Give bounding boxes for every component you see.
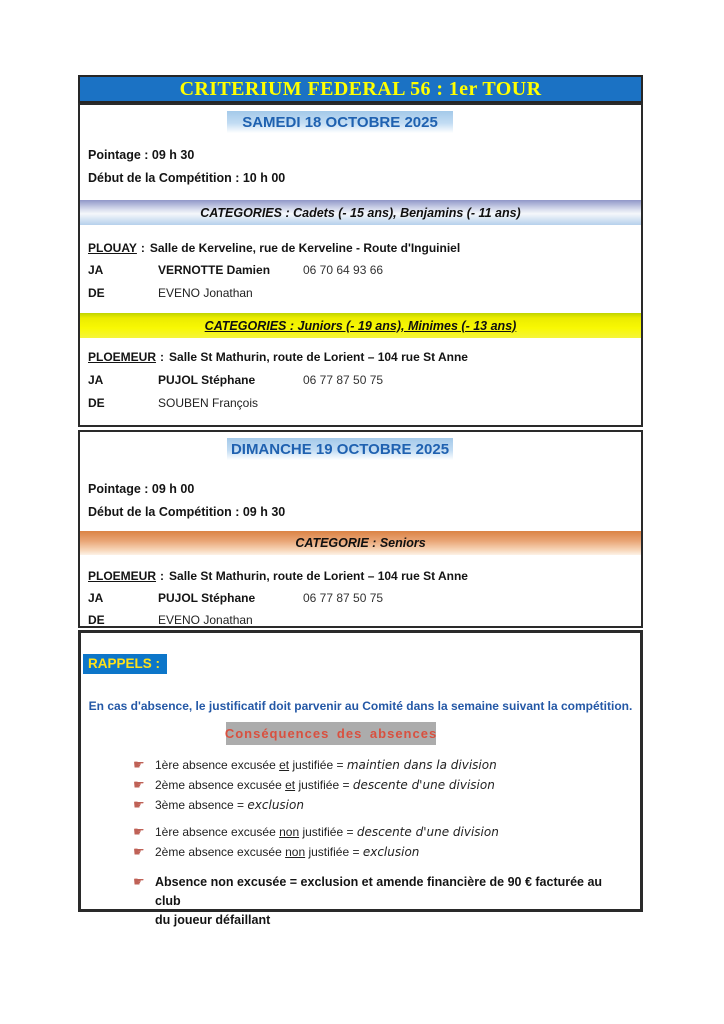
day-header-label: SAMEDI 18 OCTOBRE 2025 <box>242 113 438 131</box>
bullet-item <box>133 795 630 815</box>
consequences-title-box <box>226 722 436 745</box>
bullet-item <box>133 842 630 862</box>
start-line: Début de la Compétition : 10 h 00 <box>88 171 286 185</box>
official-row-de <box>88 613 635 627</box>
category-band-cadets-benjamins <box>80 200 641 225</box>
bullet-text: 1ère absence excusée et justifiée = maintien dans la division <box>155 758 497 772</box>
venue-address: Salle St Mathurin, route de Lorient – 104 rue St Anne <box>169 569 468 583</box>
official-role: JA <box>88 263 104 277</box>
venue-line <box>88 350 635 364</box>
bullet-group-not-excused <box>133 872 630 930</box>
official-row-de <box>88 286 635 300</box>
venue-separator: : <box>140 241 145 255</box>
bullet-list <box>133 755 630 937</box>
official-row-ja <box>88 263 635 277</box>
category-label: CATEGORIES : Juniors (- 19 ans), Minimes (- 13 ans) <box>204 318 517 333</box>
category-label: CATEGORIES : Cadets (- 15 ans), Benjamins (- 11 ans) <box>200 205 521 220</box>
section-rappels <box>78 630 643 927</box>
bullet-item <box>133 755 630 775</box>
bullet-item <box>133 775 630 795</box>
official-phone: 06 77 87 50 75 <box>303 591 384 605</box>
official-role: JA <box>88 373 104 387</box>
official-name: EVENO Jonathan <box>158 613 253 627</box>
venue-separator: : <box>160 569 165 583</box>
bullet-text: 1ère absence excusée non justifiée = descente d'une division <box>155 825 499 839</box>
bullet-text: 2ème absence excusée non justifiée = exclusion <box>155 845 420 859</box>
venue-line <box>88 569 635 583</box>
pointing-hand-icon: ☛ <box>133 797 145 812</box>
rappels-label: RAPPELS : <box>83 654 167 674</box>
bullet-item <box>133 872 630 930</box>
official-name: EVENO Jonathan <box>158 286 253 300</box>
venue-address: Salle St Mathurin, route de Lorient – 104 rue St Anne <box>169 350 468 364</box>
start-line: Début de la Compétition : 09 h 30 <box>88 505 286 519</box>
pointing-hand-icon: ☛ <box>133 777 145 792</box>
venue-city: PLOEMEUR <box>88 350 157 364</box>
pointing-hand-icon: ☛ <box>133 824 145 839</box>
pointage-line: Pointage : 09 h 30 <box>88 148 195 162</box>
category-label: CATEGORIE : Seniors <box>295 536 426 550</box>
section-saturday <box>78 103 643 427</box>
day-header-sunday <box>227 438 453 460</box>
bullet-group-excused <box>133 755 630 815</box>
category-band-juniors-minimes <box>80 313 641 338</box>
absence-notice: En cas d'absence, le justificatif doit parvenir au Comité dans la semaine suivant la compétition. <box>88 699 633 713</box>
pointing-hand-icon: ☛ <box>133 757 145 772</box>
pointing-hand-icon: ☛ <box>133 844 145 859</box>
official-role: DE <box>88 396 105 410</box>
bullet-group-not-justified <box>133 822 630 862</box>
official-name: PUJOL Stéphane <box>158 591 256 605</box>
pointage-line: Pointage : 09 h 00 <box>88 482 195 496</box>
venue-city: PLOEMEUR <box>88 569 157 583</box>
official-row-ja <box>88 373 635 387</box>
page-title: CRITERIUM FEDERAL 56 : 1er TOUR <box>179 77 542 100</box>
official-name: PUJOL Stéphane <box>158 373 256 387</box>
consequences-title: Conséquences des absences <box>224 726 438 741</box>
bullet-text: 2ème absence excusée et justifiée = descente d'une division <box>155 778 495 792</box>
venue-address: Salle de Kerveline, rue de Kerveline - Route d'Inguiniel <box>149 241 461 255</box>
official-row-ja <box>88 591 635 605</box>
bullet-text: Absence non excusée = exclusion et amende financière de 90 € facturée au club du joueur défaillant <box>155 875 603 927</box>
official-phone: 06 77 87 50 75 <box>303 373 384 387</box>
venue-line <box>88 241 635 255</box>
title-bar <box>78 75 643 103</box>
venue-city: PLOUAY <box>88 241 137 255</box>
category-band-seniors <box>80 531 641 555</box>
official-role: DE <box>88 286 105 300</box>
bullet-item <box>133 822 630 842</box>
official-role: DE <box>88 613 105 627</box>
bullet-text: 3ème absence = exclusion <box>155 798 304 812</box>
official-phone: 06 70 64 93 66 <box>303 263 384 277</box>
official-name: VERNOTTE Damien <box>158 263 271 277</box>
official-name: SOUBEN François <box>158 396 259 410</box>
official-role: JA <box>88 591 104 605</box>
day-header-saturday <box>227 111 453 133</box>
official-row-de <box>88 396 635 410</box>
day-header-label: DIMANCHE 19 OCTOBRE 2025 <box>230 440 450 458</box>
pointing-hand-icon: ☛ <box>133 874 145 889</box>
venue-separator: : <box>160 350 165 364</box>
section-sunday <box>78 430 643 628</box>
